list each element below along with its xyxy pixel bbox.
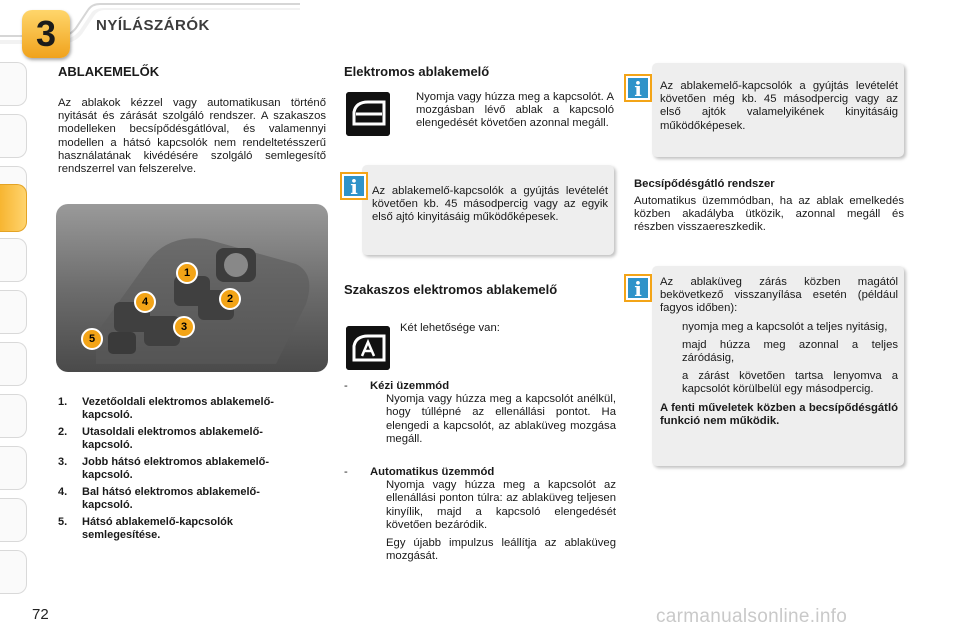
side-tab-2[interactable] bbox=[0, 114, 27, 158]
list-item: nyomja meg a kapcsolót a teljes nyitásig, bbox=[682, 320, 888, 333]
side-tab-active[interactable] bbox=[0, 184, 27, 232]
marker-2: 2 bbox=[219, 288, 241, 310]
info-icon: i bbox=[342, 174, 366, 198]
options-text: Két lehetősége van: bbox=[400, 322, 500, 334]
window-switch-icon bbox=[346, 92, 390, 136]
list-item: 5. Hátsó ablakemelő-kapcsolók semlegesítése. bbox=[58, 516, 234, 541]
marker-5: 5 bbox=[81, 328, 103, 350]
marker-3: 3 bbox=[173, 316, 195, 338]
mode-manual: - Kézi üzemmód Nyomja vagy húzza meg a kapcsolót anélkül, hogy túllépné az ellenállási pontot. Ha elengedi a kapcsolót, az ablaküveg mozgása megáll. bbox=[344, 380, 616, 445]
list-item: Nyomja vagy húzza meg a kapcsolót az ellenállási ponton túlra: az ablaküveg teljesen kinyílik, majd a kapcsoló elengedését követően bezáródik. bbox=[386, 479, 616, 531]
side-tab-1[interactable] bbox=[0, 62, 27, 106]
warning-text: A fenti műveletek közben a becsípődésgátló funkció nem működik. bbox=[660, 401, 898, 427]
info-icon: i bbox=[626, 276, 650, 300]
electric-lift-description bbox=[400, 91, 614, 131]
side-tab-9[interactable] bbox=[0, 498, 27, 542]
marker-4: 4 bbox=[134, 291, 156, 313]
switch-legend-list bbox=[58, 396, 328, 542]
info-icon: i bbox=[626, 76, 650, 100]
chapter-number-badge: 3 bbox=[22, 10, 70, 58]
list-item: 2. Utasoldali elektromos ablakemelő-kapcsoló. bbox=[58, 426, 263, 451]
side-tab-4[interactable] bbox=[0, 238, 27, 282]
heading-electric-window-lift: Elektromos ablakemelő bbox=[344, 64, 490, 79]
intro-paragraph: Az ablakok kézzel vagy automatikusan történő nyitását és zárását szolgáló rendszer. A szakaszos modelleken becsípődésgátlóval, és valamennyi modellen a hátsó kapcsolók nem rendeltetésszerű használatának kivédésére szolgáló semlegesítő rendszerrel van felszerelve. bbox=[58, 97, 326, 176]
list-item: Nyomja vagy húzza meg a kapcsolót anélkül, hogy túllépné az ellenállási pontot. Ha elengedi a kapcsolót, az ablaküveg mozgása megáll. bbox=[386, 393, 616, 445]
info-text-ignition: Az ablakemelő-kapcsolók a gyújtás levételét követően kb. 45 másodpercig vagy az egyik első ajtó kinyitásáig működőképesek. bbox=[372, 185, 608, 224]
reset-procedure: Az ablaküveg zárás közben magától bekövetkező visszanyílása esetén (például fagyos időben): nyomja meg a kapcsolót a teljes nyitásig, majd húzza meg azonnal a teljes záródásig, a zárást követően tartsa lenyomva a kapcsolót körülbelül egy másodpercig. A fenti műveletek közben a becsípődésgátló funkció nem működik. bbox=[660, 276, 898, 427]
mode-automatic: - Automatikus üzemmód Nyomja vagy húzza meg a kapcsolót az ellenállási ponton túlra: az ablaküveg teljesen kinyílik, majd a kapcsoló elengedését követően bezáródik. Egy újabb impulzus leállítja az ablaküveg mozgását. bbox=[344, 466, 616, 563]
heading-anti-pinch: Becsípődésgátló rendszer bbox=[634, 178, 775, 190]
side-tab-8[interactable] bbox=[0, 446, 27, 490]
watermark: carmanualsonline.info bbox=[656, 606, 848, 627]
anti-pinch-text: Automatikus üzemmódban, ha az ablak emelkedés közben akadályba ütközik, azonnal megáll és részben visszaereszkedik. bbox=[634, 195, 904, 234]
list-item: majd húzza meg azonnal a teljes záródásig, bbox=[682, 338, 898, 365]
list-item: a zárást követően tartsa lenyomva a kapcsolót körülbelül egy másodpercig. bbox=[682, 370, 898, 396]
marker-1: 1 bbox=[176, 262, 198, 284]
list-item: 4. Bal hátsó elektromos ablakemelő-kapcsoló. bbox=[58, 486, 260, 511]
list-item: 3. Jobb hátsó elektromos ablakemelő-kapcsoló. bbox=[58, 456, 270, 481]
list-item: Nyomja vagy húzza meg a kapcsolót. A mozgásban lévő ablak a kapcsoló elengedését követően azonnal megáll. bbox=[416, 91, 614, 130]
chapter-title: NYÍLÁSZÁRÓK bbox=[96, 17, 210, 34]
side-tab-7[interactable] bbox=[0, 394, 27, 438]
list-item: Egy újabb impulzus leállítja az ablaküveg mozgását. bbox=[386, 537, 616, 563]
page-number: 72 bbox=[32, 606, 49, 623]
side-tab-6[interactable] bbox=[0, 342, 27, 386]
info-text-ignition-2: Az ablakemelő-kapcsolók a gyújtás levételét követően még kb. 45 másodpercig vagy az első ajtók valamelyikének kinyitásáig működőképesek. bbox=[660, 80, 898, 132]
side-tab-5[interactable] bbox=[0, 290, 27, 334]
heading-sequential-lift: Szakaszos elektromos ablakemelő bbox=[344, 282, 558, 297]
auto-mode-icon bbox=[346, 326, 390, 370]
list-item: 1. Vezetőoldali elektromos ablakemelő-kapcsoló. bbox=[58, 396, 274, 421]
section-heading-window-lifts: ABLAKEMELŐK bbox=[58, 64, 160, 79]
side-tab-10[interactable] bbox=[0, 550, 27, 594]
